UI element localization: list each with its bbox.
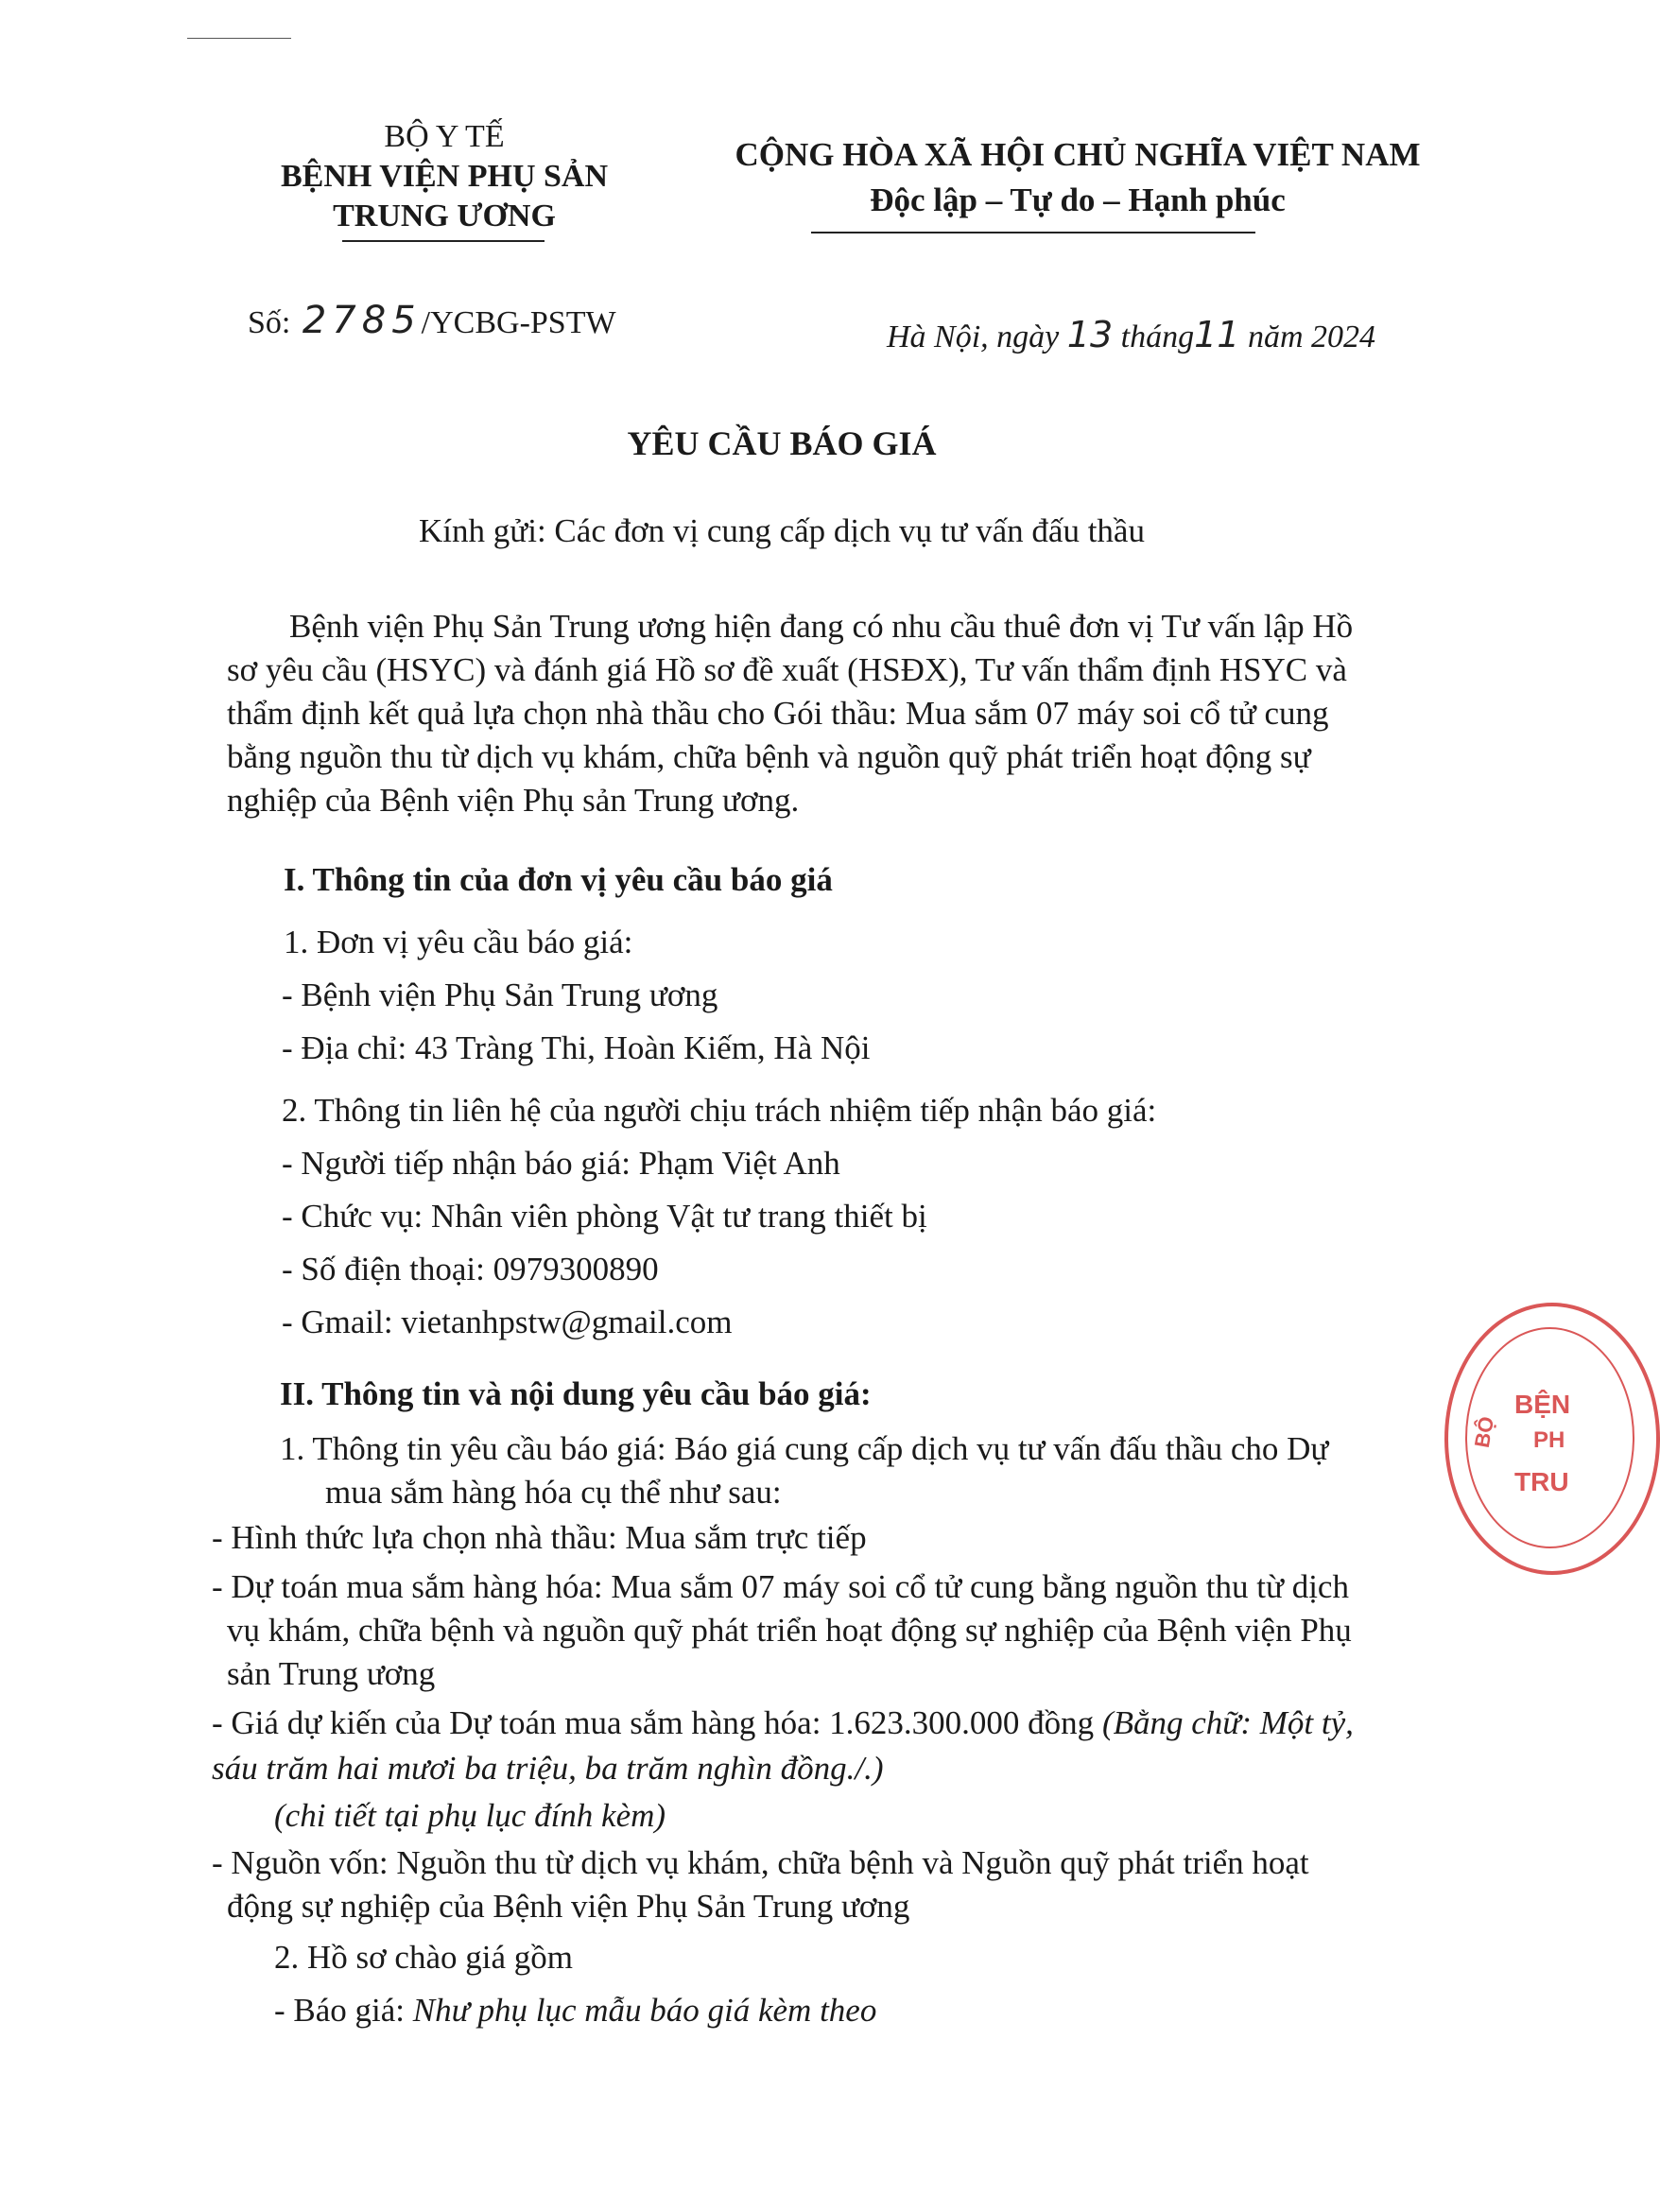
- red-seal-stamp: [1444, 1303, 1660, 1575]
- section-1-item-1: 1. Đơn vị yêu cầu báo giá:: [284, 924, 633, 960]
- price-words-a: (Bằng chữ: Một tỷ,: [1101, 1704, 1354, 1741]
- doc-number-prefix: Số:: [248, 305, 291, 340]
- doc-date: [887, 314, 1375, 355]
- stamp-text-side: BỘ: [1469, 1414, 1499, 1450]
- org-name: - Bệnh viện Phụ Sản Trung ương: [282, 976, 718, 1013]
- doc-number-handwritten: 2785: [302, 299, 422, 342]
- receiver-phone: - Số điện thoại: 0979300890: [282, 1251, 659, 1287]
- receiver-email: - Gmail: vietanhpstw@gmail.com: [282, 1304, 733, 1340]
- receiver-name: - Người tiếp nhận báo giá: Phạm Việt Anh: [282, 1145, 840, 1182]
- price-words-b: sáu trăm hai mươi ba triệu, ba trăm nghìn đồng./.): [212, 1750, 884, 1787]
- quote-prefix: - Báo giá:: [274, 1992, 406, 2029]
- section-2-item-1-line1: 1. Thông tin yêu cầu báo giá: Báo giá cung cấp dịch vụ tư vấn đấu thầu cho Dự: [280, 1430, 1329, 1467]
- quote-italic: Như phụ lục mẫu báo giá kèm theo: [412, 1992, 877, 2029]
- price-amount: - Giá dự kiến của Dự toán mua sắm hàng hóa: 1.623.300.000 đồng: [212, 1704, 1095, 1741]
- scan-artifact: [187, 38, 291, 39]
- date-prefix: Hà Nội, ngày: [887, 320, 1060, 354]
- header-right-underline: [811, 232, 1255, 233]
- national-title: CỘNG HÒA XÃ HỘI CHỦ NGHĨA VIỆT NAM: [735, 136, 1421, 173]
- header-left-underline: [342, 240, 545, 242]
- date-month: 11: [1194, 314, 1240, 355]
- document-title: YÊU CẦU BÁO GIÁ: [627, 424, 937, 462]
- intro-line-5: nghiệp của Bệnh viện Phụ sản Trung ương.: [227, 782, 800, 819]
- org-address: - Địa chỉ: 43 Tràng Thi, Hoàn Kiếm, Hà Nội: [282, 1029, 871, 1066]
- funding-line-2: động sự nghiệp của Bệnh viện Phụ Sản Trung ương: [227, 1888, 910, 1925]
- selection-method: - Hình thức lựa chọn nhà thầu: Mua sắm trực tiếp: [212, 1519, 867, 1556]
- stamp-text-bot: TRU: [1514, 1467, 1569, 1496]
- estimate-line-2: vụ khám, chữa bệnh và nguồn quỹ phát triển hoạt động sự nghiệp của Bệnh viện Phụ: [227, 1612, 1352, 1649]
- stamp-text-top: BỆN: [1514, 1390, 1571, 1419]
- date-month-label: tháng: [1120, 320, 1195, 354]
- section-2-item-1-line2: mua sắm hàng hóa cụ thể như sau:: [325, 1474, 782, 1511]
- doc-number-suffix: /YCBG-PSTW: [421, 305, 616, 340]
- doc-number: [248, 299, 616, 342]
- national-motto: Độc lập – Tự do – Hạnh phúc: [870, 181, 1286, 218]
- section-1-item-2: 2. Thông tin liên hệ của người chịu trách nhiệm tiếp nhận báo giá:: [282, 1092, 1157, 1129]
- detail-note: (chi tiết tại phụ lục đính kèm): [274, 1797, 666, 1834]
- intro-line-4: bằng nguồn thu từ dịch vụ khám, chữa bệnh và nguồn quỹ phát triển hoạt động sự: [227, 738, 1311, 775]
- estimate-line-1: - Dự toán mua sắm hàng hóa: Mua sắm 07 máy soi cổ tử cung bằng nguồn thu từ dịch: [212, 1568, 1349, 1605]
- estimate-line-3: sản Trung ương: [227, 1655, 436, 1692]
- section-2-heading: II. Thông tin và nội dung yêu cầu báo giá:: [280, 1375, 872, 1412]
- date-day: 13: [1066, 314, 1114, 355]
- receiver-position: - Chức vụ: Nhân viên phòng Vật tư trang thiết bị: [282, 1198, 927, 1235]
- hospital-name-line2: TRUNG ƯƠNG: [333, 199, 556, 233]
- ministry-name: BỘ Y TẾ: [384, 119, 505, 154]
- hospital-name-line1: BỆNH VIỆN PHỤ SẢN: [280, 159, 609, 194]
- stamp-text-mid: PH: [1533, 1427, 1565, 1453]
- intro-line-2: sơ yêu cầu (HSYC) và đánh giá Hồ sơ đề xuất (HSĐX), Tư vấn thẩm định HSYC và: [227, 651, 1347, 688]
- recipient-line: Kính gửi: Các đơn vị cung cấp dịch vụ tư vấn đấu thầu: [419, 512, 1145, 549]
- section-1-heading: I. Thông tin của đơn vị yêu cầu báo giá: [284, 861, 833, 898]
- funding-line-1: - Nguồn vốn: Nguồn thu từ dịch vụ khám, chữa bệnh và Nguồn quỹ phát triển hoạt: [212, 1844, 1309, 1881]
- price-line: [212, 1702, 1354, 1745]
- intro-line-3: thẩm định kết quả lựa chọn nhà thầu cho Gói thầu: Mua sắm 07 máy soi cổ tử cung: [227, 695, 1329, 732]
- section-2-item-2: 2. Hồ sơ chào giá gồm: [274, 1939, 573, 1976]
- quote-line: [274, 1989, 876, 2032]
- date-year: năm 2024: [1247, 320, 1376, 354]
- intro-line-1: Bệnh viện Phụ Sản Trung ương hiện đang có nhu cầu thuê đơn vị Tư vấn lập Hồ: [289, 608, 1354, 645]
